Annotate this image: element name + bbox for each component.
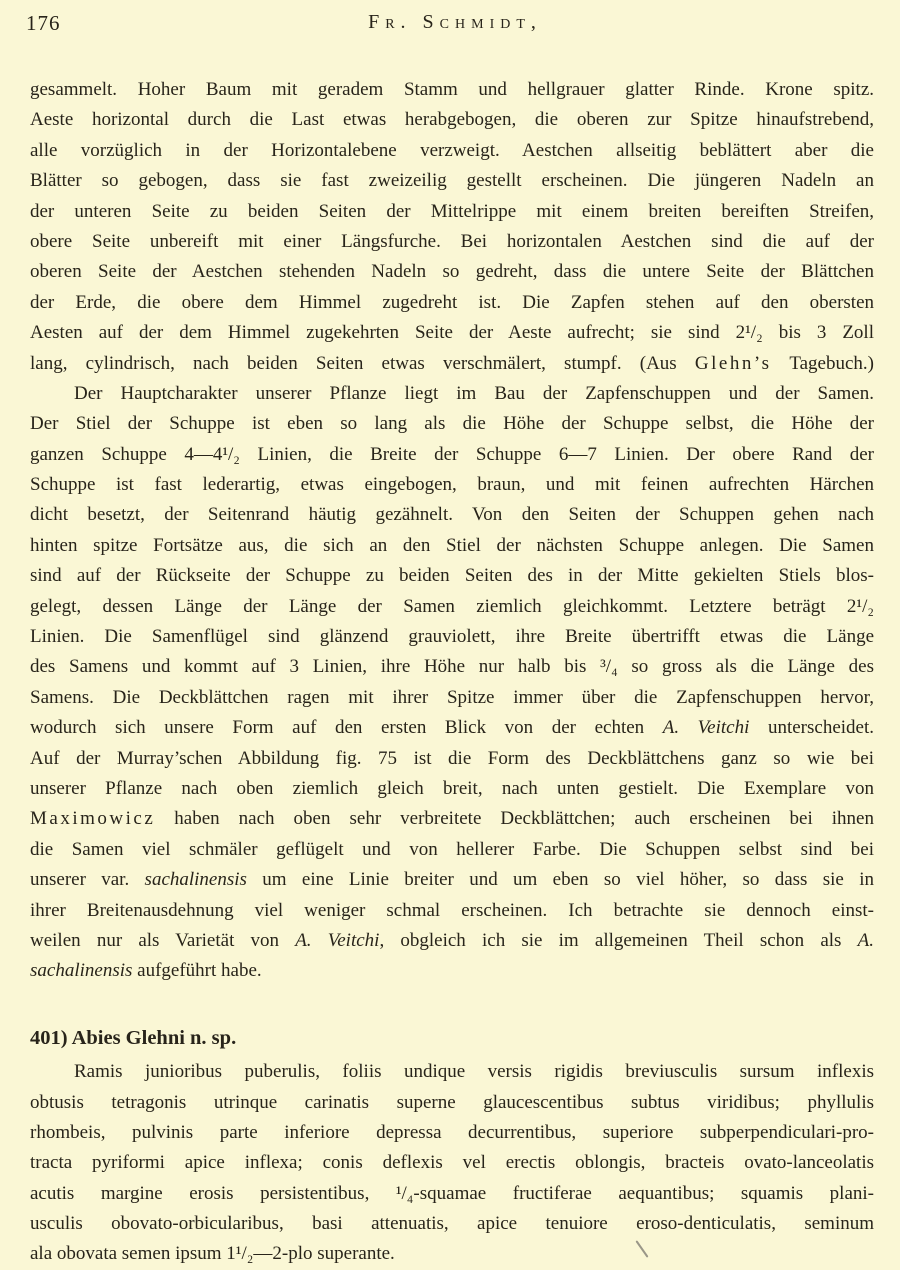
text-segment: Auf der Murray’schen Abbildung fig. 75 ist die Form des Deckblättchens ganz so wie bei bbox=[30, 747, 874, 769]
paragraph bbox=[30, 1057, 874, 1270]
text-segment: unserer var. bbox=[30, 869, 145, 891]
text-segment: Schuppe ist fast lederartig, etwas eingebogen, braun, und mit feinen aufrechten Härchen bbox=[30, 474, 874, 496]
text-segment: A. bbox=[857, 929, 874, 951]
text-segment: wodurch sich unsere Form auf den ersten Blick von der echten bbox=[30, 717, 663, 739]
text-line bbox=[30, 804, 874, 834]
text-segment: der unteren Seite zu beiden Seiten der Mittelrippe mit einem breiten bereiften Streifen, bbox=[30, 200, 874, 222]
text-segment: gesammelt. Hoher Baum mit geradem Stamm und hellgrauer glatter Rinde. Krone spitz. bbox=[30, 79, 874, 100]
text-segment: A. Veitchi bbox=[295, 929, 380, 951]
text-segment: aufgeführt habe. bbox=[132, 960, 262, 982]
text-segment: sind auf der Rückseite der Schuppe zu beiden Seiten des in der Mitte gekielten Stiels blos- bbox=[30, 565, 874, 587]
text-segment: Aesten auf der dem Himmel zugekehrten Seite der Aeste aufrecht; sie sind 2¹/₂ bis 3 Zoll bbox=[30, 322, 874, 344]
text-line bbox=[30, 409, 874, 439]
text-line bbox=[30, 227, 874, 257]
text-segment: Blätter so gebogen, dass sie fast zweizeilig gestellt erscheinen. Die jüngeren Nadeln an bbox=[30, 170, 874, 192]
text-line bbox=[30, 531, 874, 561]
text-segment: tracta pyriformi apice inflexa; conis deflexis vel erectis oblongis, bracteis ovato-lanceolatis bbox=[30, 1152, 874, 1174]
text-segment: gelegt, dessen Länge der Länge der Samen ziemlich gleichkommt. Letztere beträgt 2¹/₂ bbox=[30, 595, 874, 617]
text-line bbox=[30, 592, 874, 622]
text-line bbox=[30, 1023, 874, 1053]
text-line bbox=[30, 561, 874, 591]
page-body bbox=[30, 75, 874, 1270]
text-line bbox=[30, 1179, 874, 1209]
text-segment: usculis obovato-orbicularibus, basi attenuatis, apice tenuiore eroso-denticulatis, seminum bbox=[30, 1213, 874, 1235]
text-segment: sachalinensis bbox=[144, 869, 247, 891]
text-line bbox=[30, 713, 874, 743]
text-segment: Maximowicz bbox=[30, 808, 156, 830]
text-segment: um eine Linie breiter und um eben so viel höher, so dass sie in bbox=[246, 869, 874, 891]
text-segment: alle vorzüglich in der Horizontalebene verzweigt. Aestchen allseitig beblättert aber die bbox=[30, 139, 874, 161]
text-segment: Der Hauptcharakter unserer Pflanze liegt im Bau der Zapfenschuppen und der Samen. bbox=[74, 382, 874, 404]
text-segment: 401) Abies Glehni n. sp. bbox=[30, 1026, 237, 1049]
text-line bbox=[30, 349, 874, 379]
text-segment: ganzen Schuppe 4—4¹/₂ Linien, die Breite der Schuppe 6—7 Linien. Der obere Rand der bbox=[30, 443, 874, 465]
text-line bbox=[30, 1057, 874, 1087]
text-line bbox=[30, 1088, 874, 1118]
text-line bbox=[30, 318, 874, 348]
text-segment: Glehn’s bbox=[694, 352, 772, 374]
text-segment: unserer Pflanze nach oben ziemlich gleich breit, nach unten gestielt. Die Exemplare von bbox=[30, 777, 874, 799]
text-line bbox=[30, 865, 874, 895]
paragraph bbox=[30, 379, 874, 987]
species-heading bbox=[30, 1023, 874, 1053]
text-segment: obere Seite unbereift mit einer Längsfurche. Bei horizontalen Aestchen sind die auf der bbox=[30, 230, 874, 252]
text-line bbox=[30, 166, 874, 196]
text-segment: Der Stiel der Schuppe ist eben so lang als die Höhe der Schuppe selbst, die Höhe der bbox=[30, 413, 874, 435]
text-segment: Linien. Die Samenflügel sind glänzend grauviolett, ihre Breite übertrifft etwas die Länge bbox=[30, 626, 874, 648]
text-line bbox=[30, 926, 874, 956]
text-segment: obtusis tetragonis utrinque carinatis superne glaucescentibus subtus viridibus; phyllulis bbox=[30, 1091, 874, 1113]
text-line bbox=[30, 1239, 874, 1269]
text-line bbox=[30, 774, 874, 804]
page-number: 176 bbox=[26, 11, 61, 35]
text-line bbox=[30, 1209, 874, 1239]
text-line bbox=[30, 500, 874, 530]
text-segment: ala obovata semen ipsum 1¹/₂—2-plo superante. bbox=[30, 1243, 395, 1265]
text-line bbox=[30, 956, 874, 986]
text-line bbox=[30, 75, 874, 105]
text-segment: dicht besetzt, der Seitenrand häutig gezähnelt. Von den Seiten der Schuppen gehen nach bbox=[30, 504, 874, 526]
text-segment: unterscheidet. bbox=[749, 717, 874, 739]
text-line bbox=[30, 622, 874, 652]
text-segment: hinten spitze Fortsätze aus, die sich an den Stiel der nächsten Schuppe anlegen. Die Samen bbox=[30, 534, 874, 556]
text-segment: weilen nur als Varietät von bbox=[30, 929, 296, 951]
text-line bbox=[30, 744, 874, 774]
text-line bbox=[30, 1118, 874, 1148]
page-header bbox=[0, 0, 900, 53]
text-line bbox=[30, 470, 874, 500]
text-segment: Ramis junioribus puberulis, foliis undique versis rigidis breviusculis sursum inflexis bbox=[74, 1061, 874, 1083]
text-line bbox=[30, 1148, 874, 1178]
text-line bbox=[30, 288, 874, 318]
text-segment: Tagebuch.) bbox=[771, 352, 874, 374]
text-segment: haben nach oben sehr verbreitete Deckblättchen; auch erscheinen bei ihnen bbox=[155, 808, 874, 830]
text-segment: , obgleich ich sie im allgemeinen Theil schon als bbox=[379, 929, 858, 951]
text-segment: A. Veitchi bbox=[662, 717, 750, 739]
text-segment: Aeste horizontal durch die Last etwas herabgebogen, die oberen zur Spitze hinaufstrebend, bbox=[30, 109, 874, 131]
text-line bbox=[30, 136, 874, 166]
text-line bbox=[30, 835, 874, 865]
text-line bbox=[30, 105, 874, 135]
text-segment: der Erde, die obere dem Himmel zugedreht ist. Die Zapfen stehen auf den obersten bbox=[30, 291, 874, 313]
text-segment: acutis margine erosis persistentibus, ¹/₄-squamae fructiferae aequantibus; squamis plani- bbox=[30, 1182, 874, 1204]
text-segment: lang, cylindrisch, nach beiden Seiten etwas verschmälert, stumpf. (Aus bbox=[30, 352, 695, 374]
text-line bbox=[30, 257, 874, 287]
text-line bbox=[30, 652, 874, 682]
text-segment: ihrer Breitenausdehnung viel weniger schmal erscheinen. Ich betrachte sie dennoch einst- bbox=[30, 899, 874, 921]
text-segment: Samens. Die Deckblättchen ragen mit ihrer Spitze immer über die Zapfenschuppen hervor, bbox=[30, 686, 874, 708]
text-line bbox=[30, 896, 874, 926]
text-segment: oberen Seite der Aestchen stehenden Nadeln so gedreht, dass die untere Seite der Blättchen bbox=[30, 261, 874, 283]
text-line bbox=[30, 197, 874, 227]
text-segment: rhombeis, pulvinis parte inferiore depressa decurrentibus, superiore subperpendiculari-pro- bbox=[30, 1121, 874, 1143]
text-line bbox=[30, 440, 874, 470]
text-segment: sachalinensis bbox=[30, 960, 133, 982]
text-segment: die Samen viel schmäler geflügelt und von hellerer Farbe. Die Schuppen selbst sind bei bbox=[30, 838, 874, 860]
text-line bbox=[30, 379, 874, 409]
text-line bbox=[30, 683, 874, 713]
running-header: Fr. Schmidt, bbox=[368, 11, 542, 33]
paragraph bbox=[30, 75, 874, 379]
text-segment: des Samens und kommt auf 3 Linien, ihre Höhe nur halb bis ³/₄ so gross als die Länge des bbox=[30, 656, 874, 678]
